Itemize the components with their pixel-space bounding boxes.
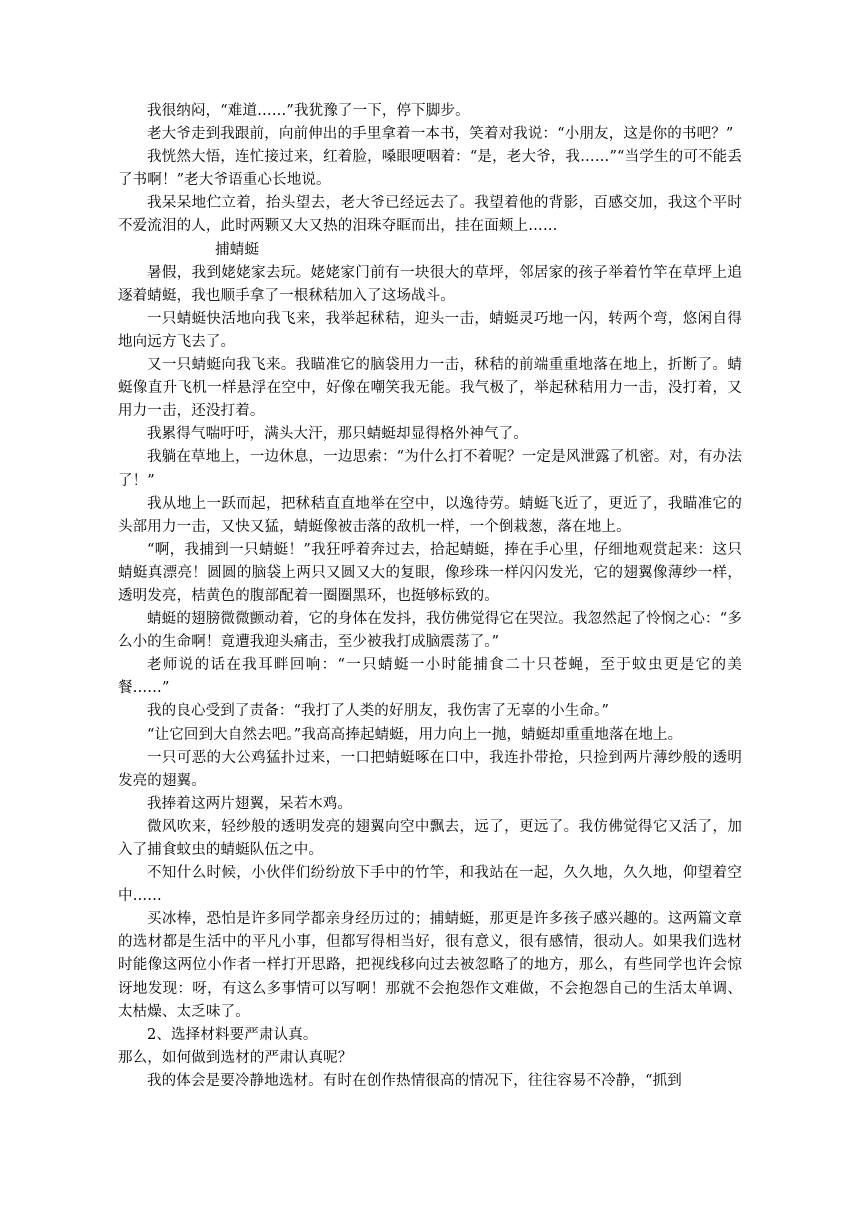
- paragraph: 一只可恶的大公鸡猛扑过来，一口把蜻蜓啄在口中，我连扑带抢，只捡到两片薄纱般的透明发亮的翅翼。: [118, 749, 742, 789]
- paragraph: 我捧着这两片翅翼，呆若木鸡。: [147, 795, 353, 812]
- paragraph: 老师说的话在我耳畔回响：“一只蜻蜓一小时能捕食二十只苍蝇，至于蚊虫更是它的美餐……”: [118, 657, 742, 697]
- paragraph: 微风吹来，轻纱般的透明发亮的翅翼向空中飘去，远了，更远了。我仿佛觉得它又活了，加入了捕食蚊虫的蜻蜓队伍之中。: [118, 818, 742, 858]
- paragraph: “啊，我捕到一只蜻蜓！”我狂呼着奔过去，拾起蜻蜓，捧在手心里，仔细地观赏起来：这只蜻蜓真漂亮！圆圆的脑袋上两只又圆又大的复眼，像珍珠一样闪闪发光，它的翅翼像薄纱一样，透明发亮，桔黄色的腹部配着一圈圈黑环，也挺够标致的。: [118, 541, 742, 604]
- paragraph: 买冰棒，恐怕是许多同学都亲身经历过的；捕蜻蜓，那更是许多孩子感兴趣的。这两篇文章的选材都是生活中的平凡小事，但都写得相当好，很有意义，很有感情，很动人。如果我们选材时能像这两位小作者一样打开思路，把视线移向过去被忽略了的地方，那么，有些同学也许会惊讶地发现：呀，有这么多事情可以写啊！那就不会抱怨作文难做，不会抱怨自己的生活太单调、太枯燥、太乏味了。: [118, 911, 742, 1020]
- paragraph: 我从地上一跃而起，把秫秸直直地举在空中，以逸待劳。蜻蜓飞近了，更近了，我瞄准它的头部用力一击，又快又猛，蜻蜓像被击落的敌机一样，一个倒栽葱，落在地上。: [118, 495, 742, 535]
- paragraph: 我累得气喘吁吁，满头大汗，那只蜻蜓却显得格外神气了。: [147, 426, 528, 443]
- paragraph: 我很纳闷，“难道……”我犹豫了一下，停下脚步。: [147, 103, 470, 119]
- paragraph: 我的良心受到了责备：“我打了人类的好朋友，我伤害了无辜的小生命。”: [147, 703, 610, 720]
- paragraph: 暑假，我到姥姥家去玩。姥姥家门前有一块很大的草坪，邻居家的孩子举着竹竿在草坪上追逐着蜻蜓，我也顺手拿了一根秫秸加入了这场战斗。: [118, 264, 742, 304]
- paragraph: 我的体会是要冷静地选材。有时在创作热情很高的情况下，往往容易不冷静，“抓到: [147, 1072, 682, 1089]
- paragraph: 我躺在草地上，一边休息，一边思索：“为什么打不着呢？一定是风泄露了机密。对，有办法了！”: [118, 449, 742, 489]
- document-body: [118, 100, 742, 1093]
- paragraph: “让它回到大自然去吧。”我高高捧起蜻蜓，用力向上一抛，蜻蜓却重重地落在地上。: [147, 726, 683, 743]
- paragraph: 我恍然大悟，连忙接过来，红着脸，嗓眼哽咽着：“是，老大爷，我……”“当学生的可不能丢了书啊！”老大爷语重心长地说。: [118, 149, 742, 189]
- paragraph: 一只蜻蜓快活地向我飞来，我举起秫秸，迎头一击，蜻蜓灵巧地一闪，转两个弯，悠闲自得地向远方飞去了。: [118, 310, 742, 350]
- paragraph: 又一只蜻蜓向我飞来。我瞄准它的脑袋用力一击，秫秸的前端重重地落在地上，折断了。蜻蜓像直升飞机一样悬浮在空中，好像在嘲笑我无能。我气极了，举起秫秸用力一击，没打着，又用力一击，还没打着。: [118, 357, 742, 420]
- numbered-point: 2、选择材料要严肃认真。: [147, 1026, 318, 1043]
- paragraph: 老大爷走到我跟前，向前伸出的手里拿着一本书，笑着对我说：“小朋友，这是你的书吧？”: [147, 126, 734, 143]
- paragraph: 不知什么时候，小伙伴们纷纷放下手中的竹竿，和我站在一起，久久地，久久地，仰望着空中……: [118, 865, 742, 905]
- paragraph: 蜻蜓的翅膀微微颤动着，它的身体在发抖，我仿佛觉得它在哭泣。我忽然起了怜悯之心：“多么小的生命啊！竟遭我迎头痛击，至少被我打成脑震荡了。”: [118, 611, 742, 651]
- paragraph: 我呆呆地伫立着，抬头望去，老大爷已经远去了。我望着他的背影，百感交加，我这个平时不爱流泪的人，此时两颗又大又热的泪珠夺眶而出，挂在面颊上……: [118, 195, 742, 235]
- paragraph: 那么，如何做到选材的严肃认真呢？: [118, 1049, 353, 1066]
- section-heading: 捕蜻蜓: [215, 241, 260, 258]
